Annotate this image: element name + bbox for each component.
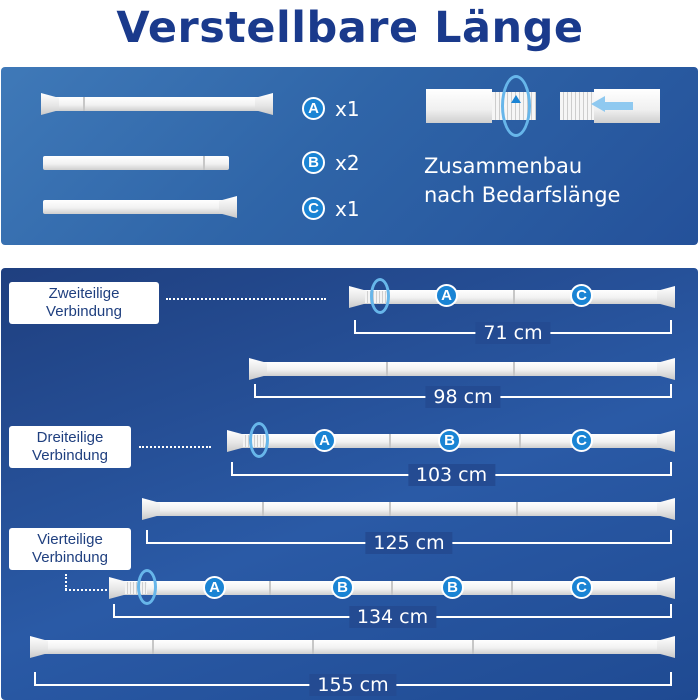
rod-joint — [386, 362, 388, 376]
rod-joint — [516, 502, 518, 516]
label-three-part — [9, 426, 131, 468]
assembly-line-2: nach Bedarfslänge — [424, 183, 621, 207]
rod-cap-right — [657, 636, 675, 658]
rod-joint — [389, 502, 391, 516]
rod-joint — [262, 502, 264, 516]
badge-b: B — [441, 576, 464, 599]
rod-cap-left — [142, 498, 160, 520]
push-arrow-icon — [591, 100, 633, 112]
dotted-connector — [166, 298, 326, 300]
measure-155 — [34, 672, 672, 696]
measure-103 — [231, 462, 672, 486]
rod-joint — [472, 640, 474, 654]
measure-71 — [354, 320, 672, 344]
assembly-description — [424, 152, 694, 210]
rod-joint — [203, 156, 205, 170]
qty-c: x1 — [335, 197, 360, 221]
rod-71 — [351, 290, 673, 304]
rod-part-b — [43, 156, 229, 170]
label-line-2: Verbindung — [46, 303, 122, 320]
measure-125 — [146, 530, 672, 554]
rod-98 — [251, 362, 673, 376]
rod-cap-left — [30, 636, 48, 658]
rod-155 — [32, 640, 673, 654]
length-125: 125 cm — [365, 532, 452, 554]
rod-part-a — [43, 97, 271, 111]
badge-b: B — [302, 151, 325, 174]
rod-joint — [83, 97, 85, 111]
rod-cap-right — [255, 93, 273, 115]
rotate-arrow-head-icon — [511, 95, 521, 103]
page-title: Verstellbare Länge — [116, 3, 584, 53]
rotate-arrow-icon — [370, 278, 390, 314]
badge-b: B — [438, 429, 461, 452]
rod-cap-right — [657, 577, 675, 599]
qty-a: x1 — [335, 97, 360, 121]
parts-panel — [1, 67, 698, 245]
badge-c: C — [570, 576, 593, 599]
badge-a: A — [203, 576, 226, 599]
badge-b: B — [331, 576, 354, 599]
badge-c: C — [570, 284, 593, 307]
rod-joint — [152, 640, 154, 654]
length-155: 155 cm — [309, 674, 396, 696]
label-line-1: Vierteilige — [37, 531, 103, 548]
badge-a: A — [313, 429, 336, 452]
label-four-part — [9, 528, 131, 570]
rod-125 — [144, 502, 673, 516]
rod-joint — [391, 581, 393, 595]
dotted-connector — [65, 574, 67, 590]
length-103: 103 cm — [408, 464, 495, 486]
rotate-arrow-icon — [249, 422, 269, 458]
rod-joint — [513, 290, 515, 304]
rod-cap-left — [249, 358, 267, 380]
label-line-1: Zweiteilige — [48, 285, 120, 302]
rod-part-c — [43, 200, 235, 214]
rod-joint — [312, 640, 314, 654]
label-line-1: Dreiteilige — [36, 429, 104, 446]
measure-134 — [113, 604, 672, 628]
rotate-arrow-icon — [501, 75, 531, 137]
badge-c: C — [570, 429, 593, 452]
rod-cap-right — [657, 430, 675, 452]
rod-joint — [511, 581, 513, 595]
length-71: 71 cm — [475, 322, 550, 344]
assembly-line-1: Zusammenbau — [424, 154, 583, 178]
rod-cap-right — [657, 498, 675, 520]
label-line-2: Verbindung — [32, 447, 108, 464]
rod-cap-left — [41, 93, 59, 115]
rod-joint — [269, 581, 271, 595]
rod-cap-right — [219, 196, 237, 218]
qty-b: x2 — [335, 151, 360, 175]
measure-98 — [254, 384, 672, 408]
rod-cap-right — [657, 286, 675, 308]
lengths-panel — [1, 268, 698, 700]
badge-a: A — [302, 97, 325, 120]
badge-a: A — [435, 284, 458, 307]
rod-joint — [389, 434, 391, 448]
dotted-connector — [65, 589, 107, 591]
length-98: 98 cm — [425, 386, 500, 408]
badge-c: C — [302, 197, 325, 220]
label-line-2: Verbindung — [32, 549, 108, 566]
rotate-arrow-icon — [137, 569, 157, 605]
rod-joint — [513, 362, 515, 376]
rod-cap-right — [657, 358, 675, 380]
rod-joint — [519, 434, 521, 448]
length-134: 134 cm — [349, 606, 436, 628]
label-two-part — [9, 282, 159, 324]
dotted-connector — [139, 446, 211, 448]
